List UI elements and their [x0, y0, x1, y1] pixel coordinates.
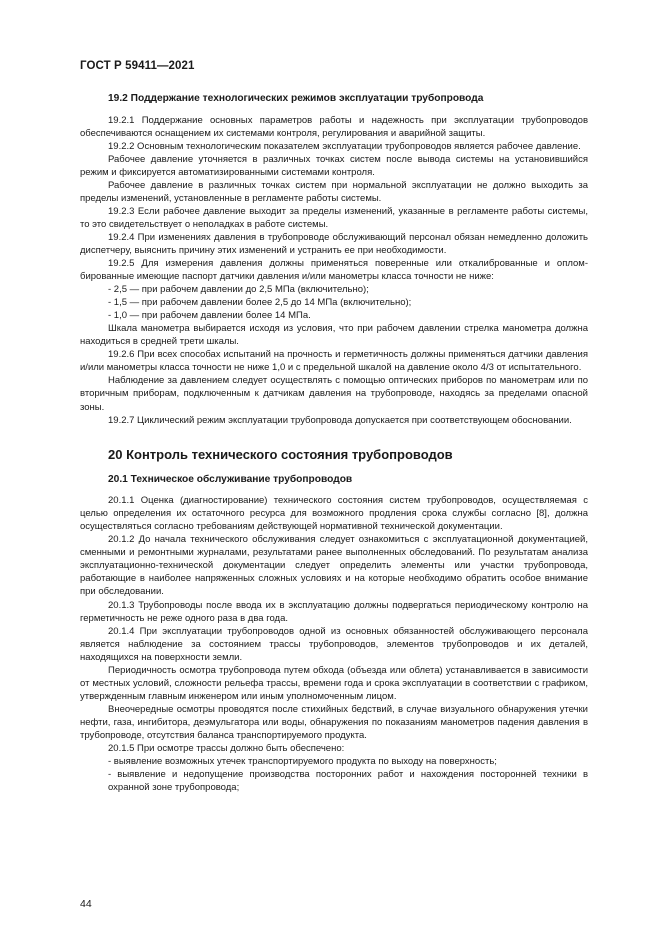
paragraph: 20.1.1 Оценка (диагностирование) технического состояния систем трубопроводов, осуществляемая с целью определения их остаточного ресурса для возможного продления срока службы согласно [8], должна осуществляться согласно требованиям действующей нормативной технической документации.	[80, 495, 588, 533]
paragraph: 19.2.1 Поддержание основных параметров работы и надежность при эксплуатации трубопроводов обеспечиваются оснащением их системами контроля, регулирования и аварийной защиты.	[80, 114, 588, 139]
paragraph: 20.1.5 При осмотре трассы должно быть обеспечено:	[108, 743, 345, 755]
paragraph: 19.2.4 При изменениях давления в трубопроводе обслуживающий персонал обязан немедленно доложить диспетчеру, выяснить причину этих изменений и устранить ее при необходимости.	[80, 231, 588, 256]
paragraph: Рабочее давление уточняется в различных точках систем после вывода системы на установившийся режим и фиксируется автоматизированными системами контроля.	[80, 153, 588, 178]
paragraph: 20.1.4 При эксплуатации трубопроводов одной из основных обязанностей обслуживающего персонала является наблюдение за состоянием трассы трубопроводов, элементов трубопроводов и их деталей, находящихся на поверхности земли.	[80, 625, 588, 663]
paragraph: Рабочее давление в различных точках систем при нормальной эксплуатации не должно выходить за пределы изменений, установленные в регламенте работы системы.	[80, 179, 588, 204]
section-title-20: 20 Контроль технического состояния трубопроводов	[108, 446, 453, 462]
list-item: - 1,0 — при рабочем давлении более 14 МПа.	[108, 310, 311, 322]
list-item: - выявление и недопущение производства посторонних работ и нахождения посторонней техники в охранной зоне трубопровода;	[108, 769, 588, 794]
page-content	[80, 92, 588, 794]
paragraph: 19.2.6 При всех способах испытаний на прочность и герметичность должны применяться датчики давления и/или манометры класса точности не ниже 1,0 и с предельной шкалой на давление около 4/3 от испытательного.	[80, 349, 588, 374]
subsection-title-19-2: 19.2 Поддержание технологических режимов эксплуатации трубопровода	[108, 93, 484, 104]
paragraph: 19.2.5 Для измерения давления должны применяться поверенные или откалиброванные и опломбированные имеющие паспорт датчики давления и/или манометры класса точности не ниже:	[80, 258, 588, 283]
page-number: 44	[80, 898, 92, 910]
paragraph: Шкала манометра выбирается исходя из условия, что при рабочем давлении стрелка манометра должна находиться в средней трети шкалы.	[80, 323, 588, 348]
subsection-title-20-1: 20.1 Техническое обслуживание трубопроводов	[108, 473, 353, 485]
paragraph: 19.2.2 Основным технологическим показателем эксплуатации трубопроводов является рабочее давление.	[108, 140, 581, 152]
paragraph: 19.2.3 Если рабочее давление выходит за пределы изменений, указанные в регламенте работы системы, то это свидетельствует о неполадках в работе системы.	[80, 205, 588, 230]
paragraph: Наблюдение за давлением следует осуществлять с помощью оптических приборов по манометрам или по вторичным приборам, подключенным к датчикам давления на трубопроводе, находясь за пределами опасной зоны.	[80, 375, 588, 413]
paragraph: Периодичность осмотра трубопровода путем обхода (объезда или облета) устанавливается в зависимости от местных условий, сложности рельефа трассы, времени года и срока эксплуатации в соответствии с графиком, утвержденным главным инженером или иным уполномоченным лицом.	[80, 664, 588, 702]
paragraph: 20.1.2 До начала технического обслуживания следует ознакомиться с эксплуатационной документацией, сменными и ремонтными журналами, результатами ранее выполненных обследований. По результатам анализа эксплуатационно-технической документации следует определить элементы или участки трубопровода, работающие в наиболее напряженных сложных условиях и на которые необходимо обратить особое внимание при обследовании.	[80, 534, 588, 598]
paragraph: Внеочередные осмотры проводятся после стихийных бедствий, в случае визуального обнаружения утечки нефти, газа, ингибитора, деэмульгатора или воды, обнаружения по показаниям манометров падения давления в трубопроводе, отсутствия баланса транспортируемого продукта.	[80, 703, 588, 741]
paragraph: 20.1.3 Трубопроводы после ввода их в эксплуатацию должны подвергаться периодическому контролю на герметичность не реже одного раза в два года.	[80, 599, 588, 624]
document-header: ГОСТ Р 59411—2021	[80, 60, 195, 72]
list-item: - 2,5 — при рабочем давлении до 2,5 МПа (включительно);	[108, 284, 369, 296]
list-item: - 1,5 — при рабочем давлении более 2,5 до 14 МПа (включительно);	[108, 297, 412, 309]
paragraph: 19.2.7 Циклический режим эксплуатации трубопровода допускается при соответствующем обосновании.	[108, 414, 572, 426]
list-item: - выявление возможных утечек транспортируемого продукта по выходу на поверхность;	[108, 756, 497, 768]
